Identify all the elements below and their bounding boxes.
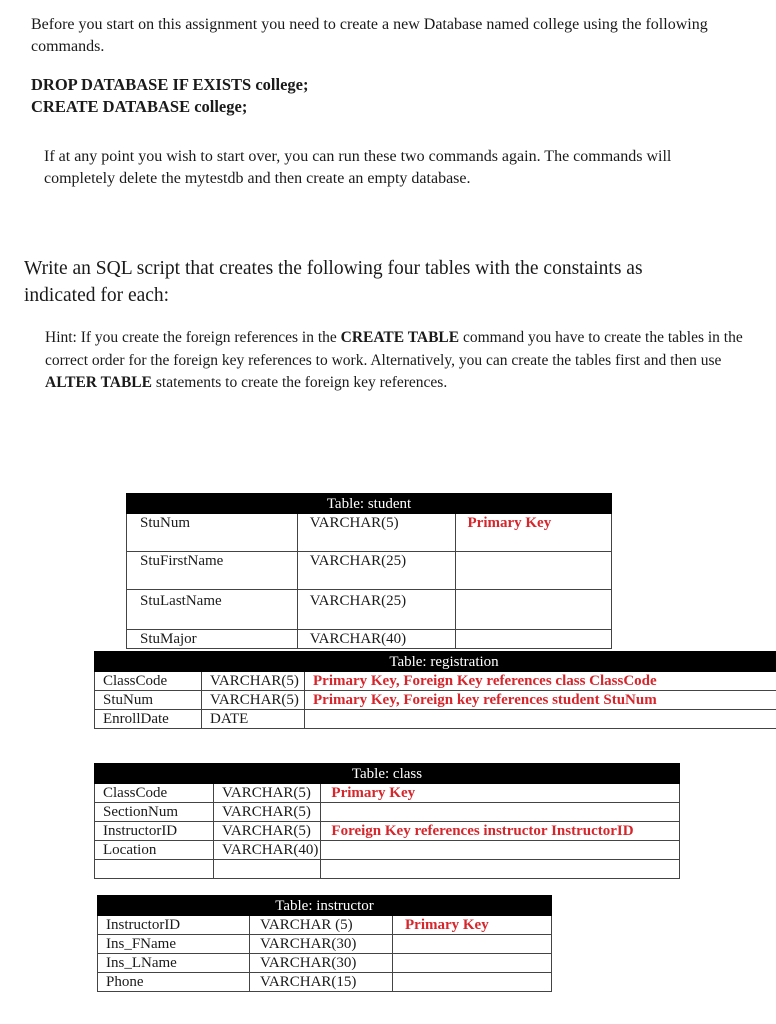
table-row <box>95 803 680 822</box>
column-name: StuMajor <box>127 630 298 649</box>
column-type: VARCHAR(25) <box>297 552 455 590</box>
column-type: VARCHAR(25) <box>297 590 455 630</box>
column-constraint <box>455 552 612 590</box>
drop-database-command: DROP DATABASE IF EXISTS college; <box>31 75 309 94</box>
column-name: ClassCode <box>95 672 202 691</box>
column-type: VARCHAR(30) <box>250 935 393 954</box>
table-row <box>95 710 776 729</box>
table-row <box>98 916 552 935</box>
column-type: VARCHAR(40) <box>297 630 455 649</box>
column-constraint <box>393 973 552 992</box>
table-row <box>95 691 776 710</box>
table-row <box>127 590 612 630</box>
column-name <box>95 860 214 879</box>
column-name: InstructorID <box>95 822 214 841</box>
column-type: VARCHAR(5) <box>202 691 305 710</box>
column-constraint <box>455 590 612 630</box>
table-row <box>98 973 552 992</box>
task-heading: Write an SQL script that creates the following four tables with the constaints as indicated for each: <box>24 258 643 306</box>
column-constraint <box>305 710 776 729</box>
column-constraint <box>393 935 552 954</box>
intro-paragraph: Before you start on this assignment you need to create a new Database named college using the following commands. <box>31 16 708 55</box>
setup-commands <box>31 74 308 118</box>
hint-paragraph: Hint: If you create the foreign references in the CREATE TABLE command you have to create the tables in the correct order for the foreign key references to work. Alternatively, you can create the tables first and then use ALTER TABLE statements to create the foreign key references. <box>45 329 743 391</box>
create-database-command: CREATE DATABASE college; <box>31 97 248 116</box>
table-title: Table: instructor <box>98 896 552 916</box>
column-type: VARCHAR(5) <box>297 514 455 552</box>
column-constraint: Primary Key, Foreign key references student StuNum <box>305 691 776 710</box>
student-table <box>126 493 612 649</box>
table-row <box>95 784 680 803</box>
registration-table <box>94 651 776 729</box>
table-row <box>95 672 776 691</box>
column-name: InstructorID <box>98 916 250 935</box>
column-name: Ins_LName <box>98 954 250 973</box>
column-name: StuFirstName <box>127 552 298 590</box>
class-table <box>94 763 680 879</box>
column-type: VARCHAR(5) <box>214 803 321 822</box>
start-over-note: If at any point you wish to start over, you can run these two commands again. The commands will completely delete the mytestdb and then create an empty database. <box>44 148 672 187</box>
table-row <box>98 954 552 973</box>
column-type: VARCHAR(5) <box>214 784 321 803</box>
column-constraint <box>321 803 680 822</box>
alter-table-keyword: ALTER TABLE <box>45 374 152 391</box>
column-constraint: Primary Key, Foreign Key references class ClassCode <box>305 672 776 691</box>
table-row <box>95 860 680 879</box>
column-name: StuLastName <box>127 590 298 630</box>
column-constraint <box>321 860 680 879</box>
column-constraint: Primary Key <box>321 784 680 803</box>
table-title: Table: class <box>95 764 680 784</box>
table-row <box>95 822 680 841</box>
column-constraint <box>455 630 612 649</box>
column-name: Ins_FName <box>98 935 250 954</box>
create-table-keyword: CREATE TABLE <box>340 329 460 346</box>
column-constraint <box>321 841 680 860</box>
table-row <box>95 841 680 860</box>
table-row <box>98 935 552 954</box>
table-title: Table: student <box>127 494 612 514</box>
column-name: Location <box>95 841 214 860</box>
table-row <box>127 514 612 552</box>
column-constraint: Primary Key <box>455 514 612 552</box>
column-type: VARCHAR (5) <box>250 916 393 935</box>
table-row <box>127 552 612 590</box>
column-name: StuNum <box>95 691 202 710</box>
column-constraint: Foreign Key references instructor InstructorID <box>321 822 680 841</box>
table-row <box>127 630 612 649</box>
column-type: VARCHAR(5) <box>214 822 321 841</box>
column-type: VARCHAR(30) <box>250 954 393 973</box>
column-type <box>214 860 321 879</box>
column-name: StuNum <box>127 514 298 552</box>
column-name: Phone <box>98 973 250 992</box>
column-name: EnrollDate <box>95 710 202 729</box>
table-title: Table: registration <box>95 652 776 672</box>
column-type: VARCHAR(5) <box>202 672 305 691</box>
column-constraint: Primary Key <box>393 916 552 935</box>
column-constraint <box>393 954 552 973</box>
column-type: DATE <box>202 710 305 729</box>
column-name: ClassCode <box>95 784 214 803</box>
column-name: SectionNum <box>95 803 214 822</box>
column-type: VARCHAR(40) <box>214 841 321 860</box>
column-type: VARCHAR(15) <box>250 973 393 992</box>
instructor-table <box>97 895 552 992</box>
